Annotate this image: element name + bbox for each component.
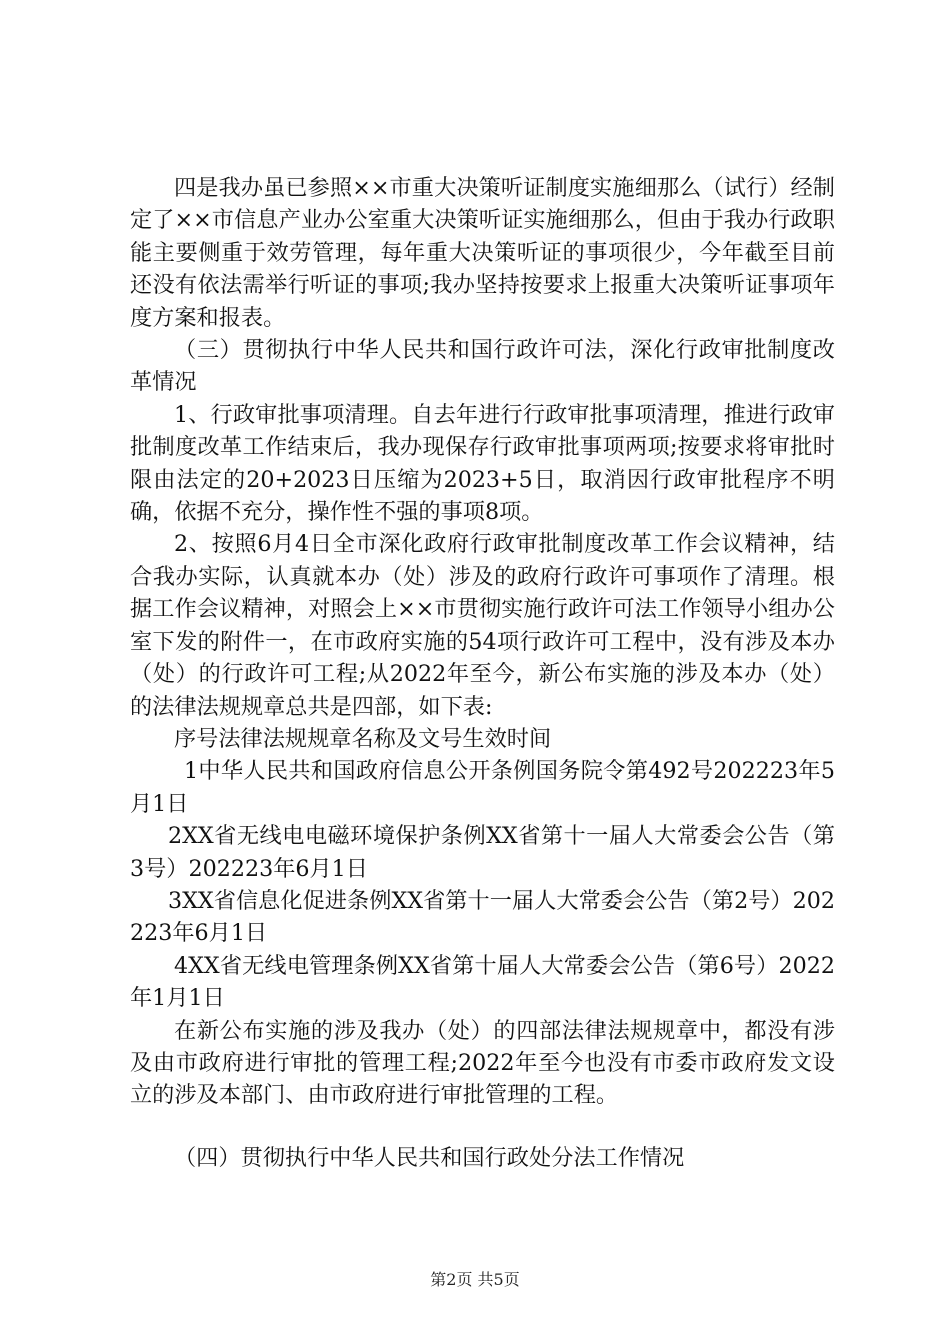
table-row-1: 1中华人民共和国政府信息公开条例国务院令第492号202223年5月1日 xyxy=(130,758,835,817)
table-header-line: 序号法律法规规章名称及文号生效时间 xyxy=(174,725,552,752)
paragraph-june-meeting: 2、按照6月4日全市深化政府行政审批制度改革工作会议精神，结合我办实际，认真就本办（处）涉及的政府行政许可事项作了清理。根据工作会议精神，对照会上××市贯彻实施行政许可法工作领导小组办公室下发的附件一，在市政府实施的54项行政许可工程中，没有涉及本办（处）的行政许可工程;从2022年至今，新公布实施的涉及本办（处）的法律法规规章总共是四部，如下表: xyxy=(130,531,835,720)
section-heading-administrative-punishment: （四）贯彻执行中华人民共和国行政处分法工作情况 xyxy=(174,1144,685,1171)
paragraph-hearing-system: 四是我办虽已参照××市重大决策听证制度实施细那么（试行）经制定了××市信息产业办公室重大决策听证实施细那么，但由于我办行政职能主要侧重于效劳管理，每年重大决策听证的事项很少，今年截至目前还没有依法需举行听证的事项;我办坚持按要求上报重大决策听证事项年度方案和报表。 xyxy=(130,175,835,331)
page-number: 第2页 共5页 xyxy=(430,1270,520,1289)
table-row-2: 2XX省无线电电磁环境保护条例XX省第十一届人大常委会公告（第3号）202223年6月1日 xyxy=(130,823,835,882)
paragraph-no-approval-projects: 在新公布实施的涉及我办（处）的四部法律法规规章中，都没有涉及由市政府进行审批的管理工程;2022年至今也没有市委市政府发文设立的涉及本部门、由市政府进行审批管理的工程。 xyxy=(130,1017,835,1109)
document-body xyxy=(130,172,835,1174)
paragraph-gap xyxy=(130,1112,835,1142)
paragraph-approval-cleanup: 1、行政审批事项清理。自去年进行行政审批事项清理，推进行政审批制度改革工作结束后，我办现保存行政审批事项两项;按要求将审批时限由法定的20+2023日压缩为2023+5日，取消因行政审批程序不明确，依据不充分，操作性不强的事项8项。 xyxy=(130,401,835,526)
table-row-3: 3XX省信息化促进条例XX省第十一届人大常委会公告（第2号）202223年6月1日 xyxy=(130,887,835,947)
table-row-4: 4XX省无线电管理条例XX省第十届人大常委会公告（第6号）2022年1月1日 xyxy=(130,952,835,1012)
section-heading-administrative-license: （三）贯彻执行中华人民共和国行政许可法，深化行政审批制度改革情况 xyxy=(130,337,835,396)
